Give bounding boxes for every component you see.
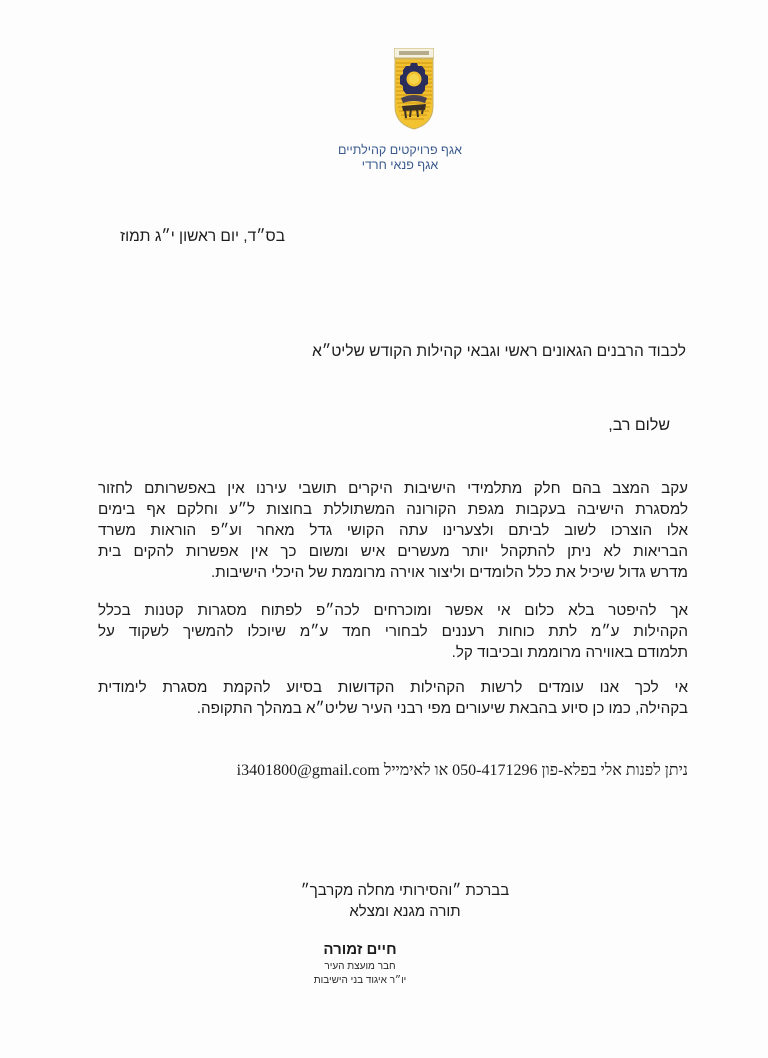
contact-email[interactable]: i3401800@gmail.com [236, 762, 380, 779]
letter-greeting: שלום רב, [608, 417, 670, 434]
blessing-line-1: בברכת ״והסירותי מחלה מקרבך״ [300, 882, 510, 899]
body-paragraph-1 [98, 478, 688, 583]
department-line-2: אגף פנאי חרדי [361, 158, 439, 172]
letter-addressee: לכבוד הרבנים הגאונים ראשי וגבאי קהילות הקודש שליט״א [312, 343, 686, 360]
body-paragraph-2 [98, 600, 688, 663]
paragraph-line: אלו הוצרכו לשוב לביתם ולצערינו עתה הקושי גדל מאחר וע״פ הוראות משרד [98, 522, 688, 539]
signer-name: חיים זמורה [323, 941, 397, 958]
paragraph-line: אך להיפטר בלא כלום אי אפשר ומוכרחים לכה״פ לפתוח מסגרות קטנות בכלל [98, 602, 688, 619]
letter-date: בס״ד, יום ראשון י״ג תמוז [120, 228, 285, 245]
contact-line [237, 762, 688, 780]
closing-blessing [240, 880, 570, 922]
signer-title-1: חבר מועצת העיר [324, 961, 396, 972]
paragraph-line: בקהילה, כמו כן סיוע בהבאת שיעורים מפי רבני העיר שליט״א במהלך התקופה. [196, 700, 688, 717]
paragraph-line: עקב המצב בהם חלק מתלמידי הישיבות היקרים תושבי עירנו אין באפשרותם לחזור [98, 480, 688, 497]
department-line-1: אגף פרויקטים קהילתיים [338, 143, 462, 157]
paragraph-line: הבריאות לא ניתן להתקהל יותר מעשרים איש ומשום כך אין אפשרות להקים בית [98, 543, 688, 560]
body-paragraph-3 [98, 677, 688, 719]
contact-middle: או לאימייל [383, 762, 449, 779]
signature-block [260, 940, 460, 988]
paragraph-line: מדרש גדול שיכיל את כלל הלומדים וליצור אוירה מרוממת של היכלי הישיבות. [211, 564, 688, 581]
municipal-emblem-icon [394, 48, 434, 130]
paragraph-line: תלמודם באווירה מרוממת ובכיבוד קל. [451, 644, 688, 661]
department-header [300, 143, 500, 173]
contact-prefix: ניתן לפנות אלי בפלא-פון [541, 762, 688, 779]
paragraph-line: הקהילות ע״מ לתת כוחות רעננים לבחורי חמד ע״מ שיוכלו להמשיך לשקוד על [98, 623, 688, 640]
signer-title-2: יו״ר איגוד בני הישיבות [313, 975, 407, 986]
blessing-line-2: תורה מגנא ומצלא [349, 903, 461, 920]
contact-phone[interactable]: 050-4171296 [452, 762, 538, 779]
paragraph-line: אי לכך אנו עומדים לרשות הקהילות הקדושות בסיוע להקמת מסגרת לימודית [98, 679, 688, 696]
paragraph-line: למסגרת הישיבה בעקבות מגפת הקורונה המשתוללת בחוצות ל״ע וחלקם אף בימים [98, 501, 688, 518]
